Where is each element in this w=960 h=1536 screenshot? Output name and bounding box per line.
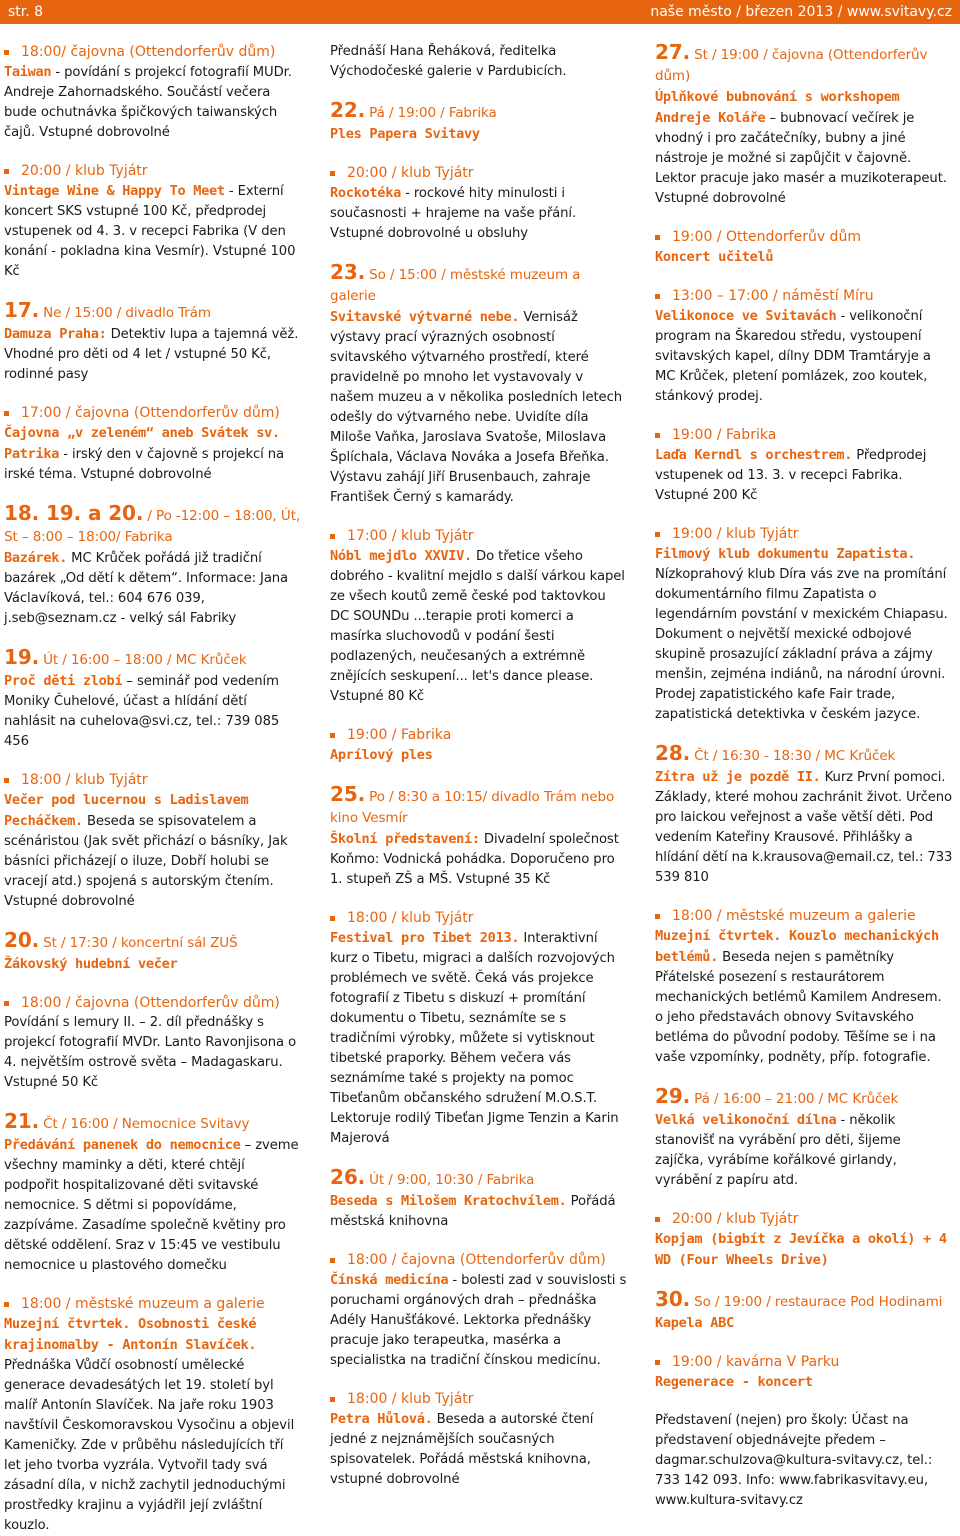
event-time-venue — [330, 725, 628, 745]
event-title: Beseda s Milošem Kratochvílem. — [330, 1193, 567, 1209]
bullet-square-icon — [330, 916, 335, 921]
event-item — [4, 300, 302, 385]
event-time-venue-text: 20:00 / klub Tyjátr — [347, 165, 474, 181]
event-body — [4, 1111, 302, 1276]
event-body — [330, 928, 628, 1149]
event-item — [4, 42, 302, 143]
event-description: Předprodej vstupenek od 13. 3. v recepci Fabrika. Vstupné 200 Kč — [655, 448, 927, 503]
event-title: Úplňkové bubnování s workshopem Andreje Koláře — [655, 89, 900, 126]
event-day-info: Út / 16:00 – 18:00 / MC Krůček — [43, 652, 247, 668]
event-description: - rockové hity minulosti i současnosti + hrajeme na vaše přání. Vstupné dobrovolné u obsluhy — [330, 186, 577, 241]
event-time-venue-text: 19:00 / kavárna V Parku — [672, 1354, 840, 1370]
event-body — [4, 1314, 302, 1536]
event-body — [330, 262, 628, 508]
event-title: Velká velikonoční dílna — [655, 1112, 837, 1128]
event-time-venue-text: 13:00 – 17:00 / náměstí Míru — [672, 288, 874, 304]
event-body — [655, 247, 953, 268]
event-description: Interaktivní kurz o Tibetu, migraci a dalších rozvojových problémech ve světě. Čeká vás projekce fotografií z Tibetu s diskuzí + promítání dokumentu o Tibetu, seznámíte se s tradičními výrobky, můžete si vytisknout tibetské praporky. Během večera vás seznámíme také s projekty na pomoc Tibeťanům občanského sdružení M.O.S.T. Lektoruje rodilý Tibeťan Jigme Tenzin a Karin Majerová — [330, 931, 619, 1146]
event-title: Petra Hůlová. — [330, 1411, 433, 1427]
bullet-square-icon — [4, 411, 9, 416]
event-description: - irský den v čajovně s projekcí na irské téma. Vstupné dobrovolné — [4, 447, 285, 482]
event-title: Školní představení: — [330, 831, 480, 847]
event-title: Regenerace - koncert — [655, 1374, 813, 1390]
event-item — [330, 42, 628, 82]
event-time-venue — [655, 524, 953, 544]
column-2 — [330, 42, 628, 1487]
event-body — [330, 546, 628, 707]
event-item — [655, 743, 953, 888]
event-item — [330, 1389, 628, 1490]
event-time-venue — [655, 1209, 953, 1229]
event-body — [4, 423, 302, 485]
event-day-number: 21. — [4, 1109, 40, 1133]
event-item — [655, 1086, 953, 1191]
event-time-venue-text: 19:00 / Fabrika — [672, 427, 777, 443]
event-day-number: 25. — [330, 782, 366, 806]
column-1 — [4, 42, 302, 1533]
event-description: - Externí koncert SKS vstupné 100 Kč, předprodej vstupenek od 4. 3. v recepci Fabrika (V den konání - pokladna kina Vesmír). Vstupné 100 Kč — [4, 184, 296, 279]
event-title: Čínská medicína — [330, 1272, 449, 1288]
event-time-venue — [330, 1250, 628, 1270]
event-title: Filmový klub dokumentu Zapatista. — [655, 546, 916, 562]
event-item — [4, 647, 302, 752]
event-time-venue-text: 19:00 / klub Tyjátr — [672, 526, 799, 542]
event-title: Nóbl mejdlo XXVIV. — [330, 548, 472, 564]
event-title: Damuza Praha: — [4, 326, 107, 342]
event-day-info: Po / 8:30 a 10:15/ divadlo Trám nebo kino Vesmír — [330, 789, 615, 826]
event-description: Beseda a autorské čtení jedné z nejznámějších současných spisovatelek. Pořádá městská knihovna, vstupné dobrovolné — [330, 1412, 594, 1487]
event-description: - povídání s projekcí fotografií MUDr. Andreje Zahornadského. Součástí večera bude ochutnávka špičkových taiwanských čajů. Vstupné dobrovolné — [4, 65, 292, 140]
event-time-venue — [4, 770, 302, 790]
bullet-square-icon — [330, 171, 335, 176]
event-item — [4, 930, 302, 975]
event-columns — [0, 40, 960, 1533]
event-title: Svitavské výtvarné nebe. — [330, 309, 520, 325]
event-description: Detektiv lupa a tajemná věž. Vhodné pro děti od 4 let / vstupné 50 Kč, rodinné pasy — [4, 327, 299, 382]
event-body — [655, 1229, 953, 1271]
event-day-number: 29. — [655, 1084, 691, 1108]
event-title: Festival pro Tibet 2013. — [330, 930, 520, 946]
event-time-venue-text: 18:00/ čajovna (Ottendorferův dům) — [21, 44, 276, 60]
event-day-number: 30. — [655, 1287, 691, 1311]
event-description: Kurz První pomoci. Základy, které mohou zachránit život. Určeno pro laickou veřejnost a vaše větší děti. Pod vedením Kateřiny Krausové. Přihlášky a hlídání dětí na k.krausova@email.cz, tel.: 733 539 810 — [655, 770, 953, 885]
bullet-square-icon — [330, 733, 335, 738]
event-body — [655, 1289, 953, 1334]
event-description: - několik stanovišť na vyrábění pro děti, šijeme zajíčka, vyrábíme kořálkové girlandy, vyrábění z papíru atd. — [655, 1113, 901, 1188]
event-item — [4, 1111, 302, 1276]
event-description: Přednáška Vůdčí osobností umělecké generace devadesátých let 19. století byl malíř Antonín Slavíček. Na jaře roku 1903 navštívil Českomoravskou Vysočinu a objevil Kameničky. Zde v průběhu následujících tří let jeho tvorba vyzrála. Vytvořil tady svá zásadní díla, v nichž zachytil jednoduchými prostředky krajinu a vyjádřil její zvláštní kouzlo. — [4, 1358, 295, 1533]
event-day-info: Pá / 19:00 / Fabrika — [369, 105, 497, 121]
event-title: Kapela ABC — [655, 1315, 734, 1331]
event-time-venue — [4, 993, 302, 1013]
event-item — [330, 163, 628, 244]
bullet-square-icon — [4, 1302, 9, 1307]
event-item — [655, 1352, 953, 1393]
publication-info: naše město / březen 2013 / www.svitavy.cz — [650, 4, 952, 20]
event-time-venue-text: 18:00 / klub Tyjátr — [347, 1391, 474, 1407]
event-body — [655, 1086, 953, 1191]
event-time-venue — [4, 161, 302, 181]
event-description: MC Krůček pořádá již tradiční bazárek „Od dětí k dětem“. Informace: Jana Václavíková, tel.: 604 676 039, j.seb@seznam.cz - velký sál Fabriky — [4, 551, 289, 626]
event-description: Pořádá městská knihovna — [330, 1194, 616, 1229]
event-time-venue-text: 18:00 / městské muzeum a galerie — [21, 1296, 265, 1312]
event-item — [330, 526, 628, 707]
bullet-square-icon — [330, 534, 335, 539]
event-body — [655, 1411, 953, 1511]
event-day-number: 26. — [330, 1165, 366, 1189]
event-description: – zveme všechny maminky a děti, které chtějí podpořit hospitalizované děti svitavské nemocnice. S dětmi si popovídáme, zazpíváme. Zasadíme společně květiny pro dětské oddělení. Sraz v 15:45 ve vestibulu nemocnice u plastového domečku — [4, 1138, 299, 1273]
event-time-venue-text: 18:00 / čajovna (Ottendorferův dům) — [21, 995, 280, 1011]
event-title: Vintage Wine & Happy To Meet — [4, 183, 225, 199]
event-title: Kopjam (bigbít z Jevíčka a okolí) + 4 WD (Four Wheels Drive) — [655, 1231, 947, 1268]
event-description: – seminář pod vedením Moniky Čuhelové, účast a hlídání dětí nahlásit na cuhelova@svi.cz, tel.: 739 085 456 — [4, 674, 280, 749]
event-body — [330, 42, 628, 82]
event-item — [4, 161, 302, 282]
event-time-venue — [4, 403, 302, 423]
bullet-square-icon — [655, 532, 660, 537]
event-time-venue-text: 18:00 / klub Tyjátr — [21, 772, 148, 788]
event-item — [330, 1250, 628, 1371]
event-day-info: St / 17:30 / koncertní sál ZUŠ — [43, 935, 238, 951]
event-body — [4, 1013, 302, 1093]
event-item — [655, 286, 953, 407]
bullet-square-icon — [330, 1397, 335, 1402]
event-body — [4, 647, 302, 752]
event-day-number: 17. — [4, 298, 40, 322]
event-time-venue — [655, 425, 953, 445]
event-day-info: So / 15:00 / městské muzeum a galerie — [330, 267, 581, 304]
event-time-venue — [655, 906, 953, 926]
event-day-info: / Po -12:00 – 18:00, Út, St – 8:00 – 18:00/ Fabrika — [4, 508, 301, 545]
event-day-info: Pá / 16:00 – 21:00 / MC Krůček — [694, 1091, 899, 1107]
event-day-number: 20. — [4, 928, 40, 952]
event-time-venue-text: 18:00 / čajovna (Ottendorferův dům) — [347, 1252, 606, 1268]
event-title: Čajovna „v zeleném“ aneb Svátek sv. Patrika — [4, 425, 280, 462]
event-time-venue-text: 19:00 / Fabrika — [347, 727, 452, 743]
event-description: - velikonoční program na Škaredou středu, vystoupení svitavských kapel, dílny DDM Tramtáryje a MC Krůček, pletení pomlázek, zoo koutek, stánkový prodej. — [655, 309, 931, 404]
event-body — [655, 926, 953, 1068]
event-day-number: 19. — [4, 645, 40, 669]
event-time-venue-text: 17:00 / klub Tyjátr — [347, 528, 474, 544]
event-time-venue — [330, 163, 628, 183]
bullet-square-icon — [655, 235, 660, 240]
event-title: Bazárek. — [4, 550, 68, 566]
event-item — [330, 100, 628, 145]
bullet-square-icon — [655, 1360, 660, 1365]
event-time-venue — [4, 42, 302, 62]
event-body — [4, 930, 302, 975]
event-item — [330, 908, 628, 1149]
event-description: Divadelní společnost Koňmo: Vodnická pohádka. Doporučeno pro 1. stupeň ZŠ a MŠ. Vstupné 35 Kč — [330, 832, 619, 887]
event-item — [655, 524, 953, 725]
event-item — [655, 42, 953, 209]
page-number: str. 8 — [8, 4, 44, 20]
event-description: - bolesti zad v souvislosti s poruchami orgánových drah – přednáška Adély Hanušťákové. Lektorka přednášky pracuje jako terapeutka, masérka a specialistka na tradiční čínskou medicínu. — [330, 1273, 627, 1368]
event-title: Muzejní čtvrtek. Kouzlo mechanických betlémů. — [655, 928, 939, 965]
event-body — [655, 743, 953, 888]
event-item — [655, 1209, 953, 1271]
event-description: Beseda se spisovatelem a scénáristou (Jak svět přichází o básníky, Jak básníci přicházejí o iluze, Dobří holubi se vracejí atd.) spojená s autorským čtením. Vstupné dobrovolné — [4, 814, 288, 909]
event-body — [330, 1409, 628, 1490]
event-body — [4, 300, 302, 385]
event-time-venue-text: 18:00 / městské muzeum a galerie — [672, 908, 916, 924]
event-day-number: 23. — [330, 260, 366, 284]
event-title: Muzejní čtvrtek. Osobnosti české krajinomalby - Antonín Slavíček. — [4, 1316, 257, 1353]
event-day-info: St / 19:00 / čajovna (Ottendorferův dům) — [655, 47, 928, 84]
event-day-number: 22. — [330, 98, 366, 122]
event-item — [4, 503, 302, 629]
bullet-square-icon — [4, 50, 9, 55]
event-description: Vernisáž výstavy prací výrazných osobností svitavského výtvarného prostředí, které pravidelně po mnoho let vystavovaly v našem muzeu a v několika posledních letech odešly do výtvarného nebe. Uvidíte díla Miloše Vaňka, Jaroslava Svatoše, Miloslava Šplíchala, Václava Nováka a Josefa Břeňka. Výstavu zahájí Jiří Brusenbauch, zahraje František Černý s kamarády. — [330, 310, 622, 505]
event-item — [655, 425, 953, 506]
bullet-square-icon — [655, 1217, 660, 1222]
page-header — [0, 0, 960, 24]
event-title: Zítra už je pozdě II. — [655, 769, 821, 785]
event-title: Předávání panenek do nemocnice — [4, 1137, 241, 1153]
event-body — [330, 1167, 628, 1232]
event-title: Žákovský hudební večer — [4, 956, 178, 972]
event-description: Beseda nejen s pamětníky Přátelské posezení s restaurátorem mechanických betlémů Kamilem Andresem. o jeho představách obnovy Svitavského betléma do původní podoby. Těšíme se i na vaše vzpomínky, podněty, příp. fotografie. — [655, 950, 942, 1065]
event-body — [655, 306, 953, 407]
event-description: – bubnovací večírek je vhodný i pro začátečníky, bubny a jiné nástroje je možné si zapůjčit v čajovně. Lektor pracuje jako masér a muzikoterapeut. Vstupné dobrovolné — [655, 111, 947, 206]
event-time-venue-text: 20:00 / klub Tyjátr — [672, 1211, 799, 1227]
bullet-square-icon — [4, 169, 9, 174]
event-title: Proč děti zlobí — [4, 673, 123, 689]
event-title: Koncert učitelů — [655, 249, 774, 265]
event-item — [655, 1411, 953, 1511]
event-body — [4, 181, 302, 282]
bullet-square-icon — [4, 778, 9, 783]
event-time-venue — [330, 1389, 628, 1409]
event-body — [4, 62, 302, 143]
event-title: Aprílový ples — [330, 747, 433, 763]
event-day-info: Čt / 16:00 / Nemocnice Svitavy — [43, 1116, 250, 1132]
event-time-venue — [330, 908, 628, 928]
event-day-number: 28. — [655, 741, 691, 765]
event-time-venue-text: 17:00 / čajovna (Ottendorferův dům) — [21, 405, 280, 421]
bullet-square-icon — [655, 433, 660, 438]
event-item — [330, 725, 628, 766]
event-title: Taiwan — [4, 64, 52, 80]
event-body — [4, 790, 302, 912]
event-day-info: Ne / 15:00 / divadlo Trám — [43, 305, 211, 321]
event-time-venue — [655, 227, 953, 247]
event-body — [330, 100, 628, 145]
event-title: Rockotéka — [330, 185, 401, 201]
event-description: Povídání s lemury II. – 2. díl přednášky s projekcí fotografií MVDr. Lanto Ravonjisona o 4. největším ostrově světa – Madagaskaru. Vstupné 50 Kč — [4, 1015, 297, 1090]
event-title: Ples Papera Svitavy — [330, 126, 480, 142]
event-description: Představení (nejen) pro školy: Účast na představení objednávejte předem – dagmar.schulzova@kultura-svitavy.cz, tel.: 733 142 093. Info: www.fabrikasvitavy.eu, www.kultura-svitavy.cz — [655, 1413, 933, 1508]
event-item — [330, 784, 628, 890]
event-description: Nízkoprahový klub Díra vás zve na promítání dokumentárního filmu Zapatista o legendárním povstání v mexickém Chiapasu. Dokument o největší mexické odbojové skupině prosazující základní práva a zájmy menšin, zejména indiánů, na národní úrovni. Prodej zapatistického kafe Fair trade, zapatistická detektivka v českém jazyce. — [655, 567, 948, 722]
event-item — [4, 1294, 302, 1536]
event-item — [655, 906, 953, 1068]
event-day-number: 18. 19. a 20. — [4, 501, 144, 525]
event-body — [330, 784, 628, 890]
event-day-info: Út / 9:00, 10:30 / Fabrika — [369, 1172, 535, 1188]
event-time-venue — [655, 286, 953, 306]
event-time-venue — [330, 526, 628, 546]
event-time-venue-text: 19:00 / Ottendorferův dům — [672, 229, 861, 245]
event-item — [4, 403, 302, 485]
event-title: Velikonoce ve Svitavách — [655, 308, 837, 324]
event-body — [330, 183, 628, 244]
event-body — [655, 42, 953, 209]
bullet-square-icon — [655, 294, 660, 299]
event-day-info: So / 19:00 / restaurace Pod Hodinami — [694, 1294, 943, 1310]
event-item — [330, 262, 628, 508]
event-description: Do třetice všeho dobrého - kvalitní mejdlo s další várkou kapel ze všech koutů země české pod taktovkou DC SOUNDu ...terapie proti komerci a masírka sluchovodů v podání šesti podlazených, neučesaných a extrémně znějících seskupení... let's dance please. Vstupné 80 Kč — [330, 549, 625, 704]
bullet-square-icon — [4, 1001, 9, 1006]
bullet-square-icon — [655, 914, 660, 919]
event-day-number: 27. — [655, 40, 691, 64]
event-body — [330, 1270, 628, 1371]
event-day-info: Čt / 16:30 - 18:30 / MC Krůček — [694, 748, 896, 764]
event-item — [655, 1289, 953, 1334]
column-3 — [655, 40, 953, 1508]
event-body — [330, 745, 628, 766]
event-time-venue — [4, 1294, 302, 1314]
event-item — [4, 770, 302, 912]
bullet-square-icon — [330, 1258, 335, 1263]
event-item — [4, 993, 302, 1093]
event-item — [330, 1167, 628, 1232]
event-title: Laďa Kerndl s orchestrem. — [655, 447, 853, 463]
event-time-venue — [655, 1352, 953, 1372]
event-body — [655, 445, 953, 506]
event-body — [655, 1372, 953, 1393]
event-time-venue-text: 20:00 / klub Tyjátr — [21, 163, 148, 179]
event-time-venue-text: 18:00 / klub Tyjátr — [347, 910, 474, 926]
event-item — [655, 227, 953, 268]
event-title: Večer pod lucernou s Ladislavem Pecháčkem. — [4, 792, 249, 829]
event-body — [655, 544, 953, 725]
event-description: Přednáší Hana Řeháková, ředitelka Východočeské galerie v Pardubicích. — [330, 44, 567, 79]
event-body — [4, 503, 302, 629]
